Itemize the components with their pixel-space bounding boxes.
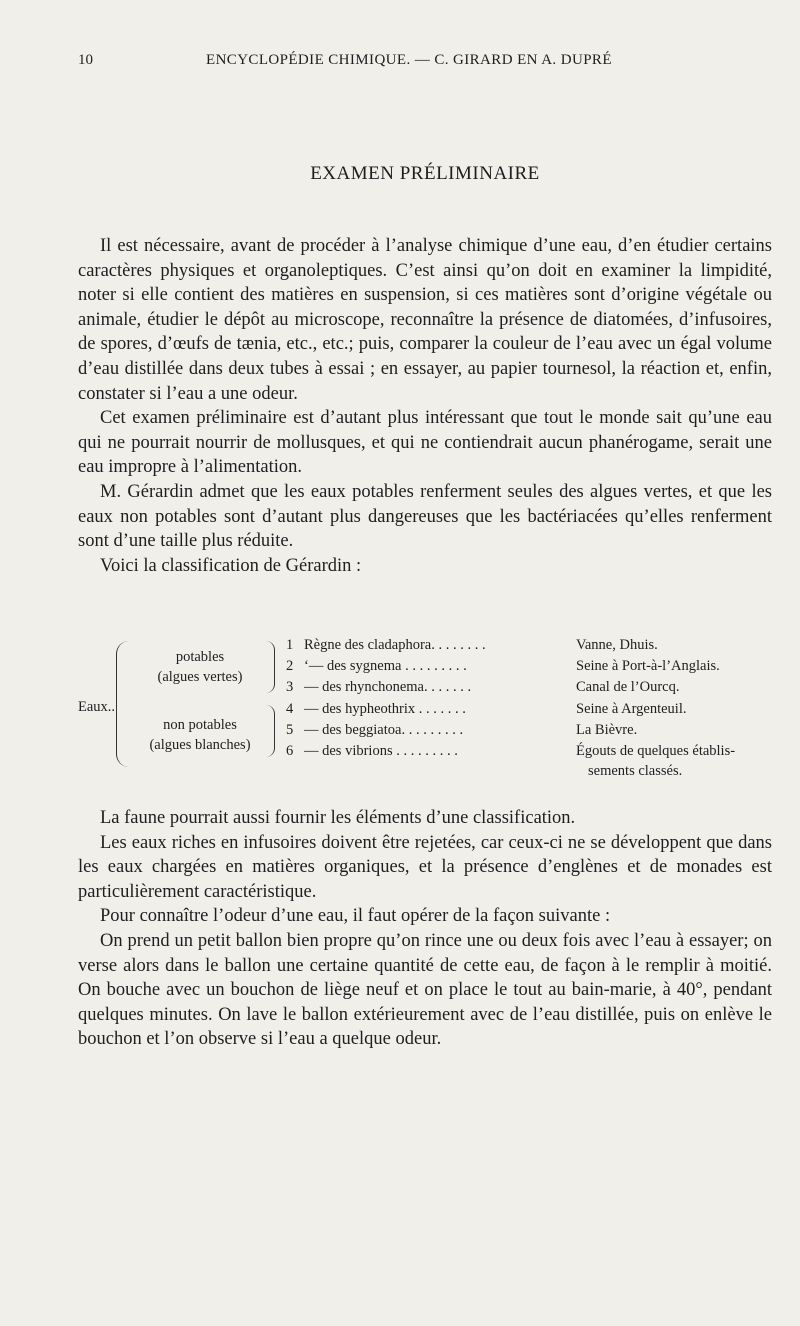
- row-number: 4: [286, 701, 294, 717]
- classification-row: [286, 679, 800, 699]
- closing-text: [78, 806, 772, 1052]
- brace-main: [116, 641, 129, 767]
- row-number: 5: [286, 722, 294, 738]
- row-location: Vanne, Dhuis.: [576, 637, 658, 653]
- row-number: 1: [286, 637, 294, 653]
- row-name: — des rhynchonema. . . . . . .: [304, 679, 472, 695]
- group-sublabel: (algues vertes): [157, 669, 243, 685]
- paragraph: Les eaux riches en infusoires doivent être rejetées, car ceux-ci ne se développent que dans les eaux chargées en matières organiques, et la présence d’englènes et de monades est particulièrement caractéristique.: [78, 832, 772, 902]
- classification-table: [78, 633, 778, 783]
- paragraph: Pour connaître l’odeur d’une eau, il faut opérer de la façon suivante :: [100, 906, 611, 927]
- page-number: 10: [78, 52, 93, 68]
- paragraph: La faune pourrait aussi fournir les éléments d’une classification.: [100, 808, 576, 828]
- row-location: Seine à Argenteuil.: [576, 701, 687, 717]
- paragraph: Voici la classification de Gérardin :: [100, 555, 362, 576]
- row-name: — des beggiatoa. . . . . . . . .: [304, 722, 464, 738]
- paragraph: Cet examen préliminaire est d’autant plus intéressant que tout le monde sait qu’une eau qui ne pourrait nourrir de mollusques, et qui ne contiendrait aucun phanérogame, serait une eau impropre à l’alimentation.: [78, 408, 772, 478]
- classification-row: [286, 743, 800, 763]
- row-location: Seine à Port-à-l’Anglais.: [576, 658, 720, 674]
- intro-text: [78, 234, 772, 578]
- row-number: 2: [286, 658, 294, 674]
- row-name: — des hypheothrix . . . . . . .: [304, 701, 466, 717]
- row-name: — des vibrions . . . . . . . . .: [304, 743, 458, 759]
- classification-row: [286, 722, 800, 742]
- row-location-continuation: sements classés.: [588, 763, 683, 779]
- classification-row: [286, 637, 800, 657]
- row-location: La Bièvre.: [576, 722, 638, 738]
- paragraph: M. Gérardin admet que les eaux potables renferment seules des algues vertes, et que les eaux non potables sont d’autant plus dangereuses que les bactériacées qu’elles renferment sont d’une taille plus réduite.: [78, 481, 772, 552]
- row-name: Règne des cladaphora. . . . . . . .: [304, 637, 486, 653]
- row-number: 6: [286, 743, 294, 759]
- page-header: [78, 52, 728, 76]
- group-potables: [140, 647, 260, 687]
- row-location: Canal de l’Ourcq.: [576, 679, 680, 695]
- paragraph: Il est nécessaire, avant de procéder à l’analyse chimique d’une eau, d’en étudier certains caractères physiques et organoleptiques. C’est ainsi qu’on doit en examiner la limpidité, noter si elle contient des matières en suspension, si ces matières sont d’origine végétale ou animale, étudier le dépôt au microscope, reconnaître la présence de diatomées, d’infusoires, de spores, d’œufs de tænia, etc., etc.; puis, comparer la couleur de l’eau avec un égal volume d’eau distillée dans deux tubes à essai ; en essayer, au papier tournesol, la réaction et, enfin, constater si l’eau a une odeur.: [78, 236, 772, 404]
- classification-row: [286, 658, 800, 678]
- section-title: EXAMEN PRÉLIMINAIRE: [310, 163, 540, 184]
- group-sublabel: (algues blanches): [149, 737, 251, 753]
- paragraph: On prend un petit ballon bien propre qu’on rince une ou deux fois avec l’eau à essayer; on verse alors dans le ballon une certaine quantité de cette eau, de façon à le remplir à moitié. On bouche avec un bouchon de liège neuf et on place le tout au bain-marie, à 40°, pendant quelques minutes. On lave le ballon extérieurement avec de l’eau distillée, puis on enlève le bouchon et l’on observe si l’eau a quelque odeur.: [78, 930, 772, 1050]
- running-title: ENCYCLOPÉDIE CHIMIQUE. — C. GIRARD EN A. DUPRÉ: [206, 52, 612, 68]
- brace-non-potables: [266, 705, 275, 757]
- classification-row: [286, 701, 800, 721]
- brace-potables: [266, 641, 275, 693]
- row-name: ‘— des sygnema . . . . . . . . .: [304, 658, 467, 674]
- group-non-potables: [140, 715, 260, 755]
- classification-root: Eaux..: [78, 699, 116, 715]
- group-label: potables: [175, 649, 225, 665]
- group-label: non potables: [163, 717, 237, 733]
- row-number: 3: [286, 679, 294, 695]
- row-location: Égouts de quelques établis-: [576, 743, 736, 759]
